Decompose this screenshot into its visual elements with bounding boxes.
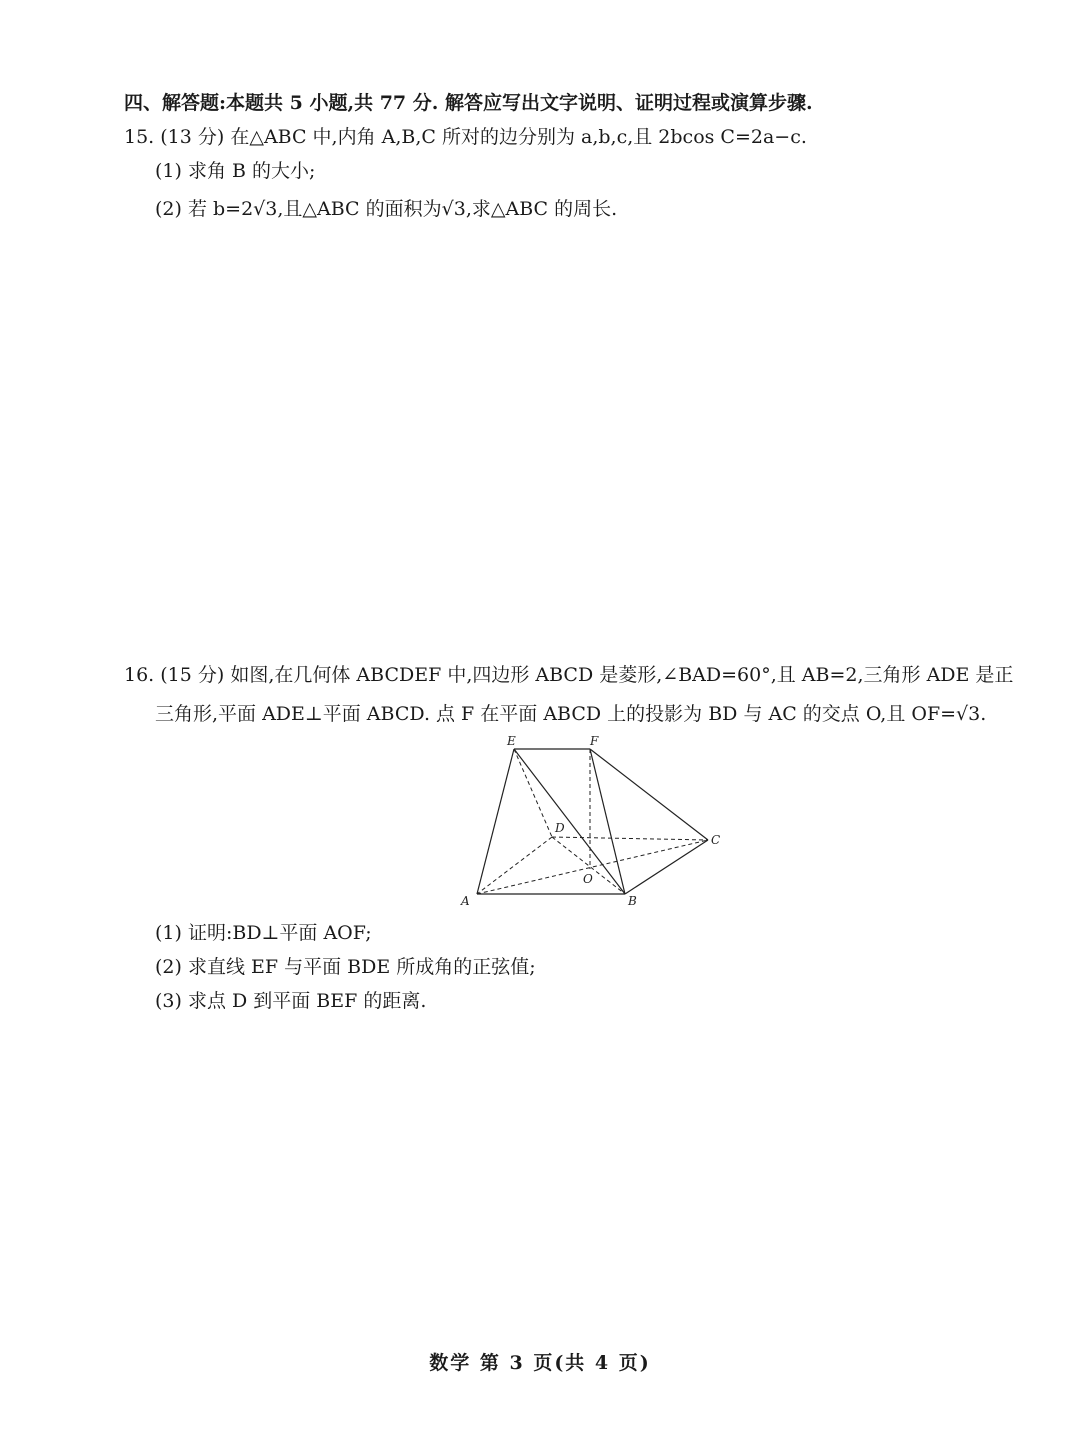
page-footer: 数学 第 3 页(共 4 页) bbox=[429, 1352, 651, 1374]
q15-part2: (2) 若 b=2√3,且△ABC 的面积为√3,求△ABC 的周长. bbox=[155, 198, 618, 220]
edge-BC bbox=[625, 840, 708, 894]
edge-DC bbox=[552, 837, 708, 840]
edge-EB bbox=[514, 749, 625, 894]
q15-stem: 15. (13 分) 在△ABC 中,内角 A,B,C 所对的边分别为 a,b,c,且 2bcos C=2a−c. bbox=[124, 126, 807, 148]
label-B: B bbox=[628, 894, 637, 908]
edge-FC bbox=[590, 749, 708, 840]
edge-ED bbox=[514, 749, 552, 837]
q16-part2: (2) 求直线 EF 与平面 BDE 所成角的正弦值; bbox=[155, 956, 536, 978]
section-header: 四、解答题:本题共 5 小题,共 77 分. 解答应写出文字说明、证明过程或演算步骤. bbox=[124, 92, 813, 114]
q16-stem-line1: 16. (15 分) 如图,在几何体 ABCDEF 中,四边形 ABCD 是菱形,∠BAD=60°,且 AB=2,三角形 ADE 是正 bbox=[124, 664, 1014, 686]
q16-stem-line2: 三角形,平面 ADE⊥平面 ABCD. 点 F 在平面 ABCD 上的投影为 BD 与 AC 的交点 O,且 OF=√3. bbox=[155, 703, 987, 725]
label-D: D bbox=[555, 821, 565, 835]
q15-part1: (1) 求角 B 的大小; bbox=[155, 160, 316, 182]
label-A: A bbox=[461, 894, 470, 908]
label-C: C bbox=[711, 833, 721, 847]
q16-part3: (3) 求点 D 到平面 BEF 的距离. bbox=[155, 990, 427, 1012]
label-F: F bbox=[590, 734, 599, 748]
edge-FB bbox=[590, 749, 625, 894]
geometry-figure bbox=[455, 733, 735, 913]
q16-part1: (1) 证明:BD⊥平面 AOF; bbox=[155, 922, 372, 944]
label-O: O bbox=[583, 872, 593, 886]
label-E: E bbox=[507, 734, 516, 748]
edge-EA bbox=[477, 749, 514, 894]
